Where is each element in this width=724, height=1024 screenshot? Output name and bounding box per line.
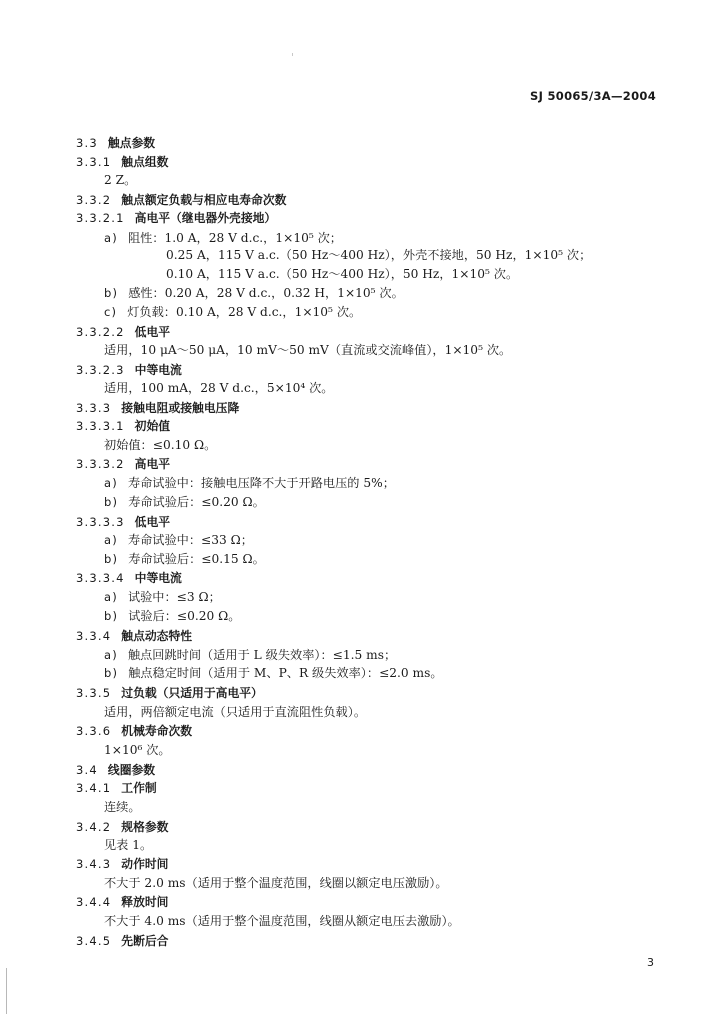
clause-text: 初始值：≤0.10 Ω。: [104, 438, 217, 452]
clause-text: 中等电流: [134, 571, 182, 585]
clause-number: a): [104, 231, 118, 245]
clause-text: 0.25 A，115 V a.c.（50 Hz～400 Hz），外壳不接地，50 Hz，1×10⁵ 次；: [166, 248, 592, 262]
clause-text: 连续。: [104, 800, 141, 814]
body-line: [104, 305, 361, 319]
clause-number: 3.3.3: [76, 401, 112, 415]
clause-text: 见表 1。: [104, 838, 153, 852]
clause-number: 3.4: [76, 763, 98, 777]
clause-number: 3.3.3.2: [76, 457, 125, 471]
section-heading: [76, 571, 182, 585]
clause-text: 适用，100 mA，28 V d.c.，5×10⁴ 次。: [104, 381, 334, 395]
clause-text: 先断后合: [121, 934, 169, 948]
clause-text: 初始值: [134, 419, 171, 433]
body-line: [104, 876, 448, 890]
clause-text: 线圈参数: [107, 763, 156, 777]
body-line: [104, 476, 395, 490]
clause-number: 3.4.4: [76, 895, 112, 909]
body-line: [104, 438, 216, 452]
section-heading: [76, 724, 192, 738]
clause-text: 阻性：1.0 A，28 V d.c.，1×10⁵ 次；: [127, 231, 342, 245]
clause-number: b): [104, 495, 119, 509]
clause-text: 1×10⁶ 次。: [104, 743, 171, 757]
clause-number: 3.3.2.3: [76, 363, 125, 377]
clause-text: 触点回跳时间（适用于 L 级失效率）：≤1.5 ms；: [127, 648, 397, 662]
clause-number: 3.4.1: [76, 781, 112, 795]
standard-code: SJ 50065/3A—2004: [530, 89, 656, 103]
clause-text: 过负载（只适用于高电平）: [121, 686, 263, 700]
clause-text: 适用，两倍额定电流（只适用于直流阻性负载）。: [104, 705, 367, 719]
body-line: [104, 914, 460, 928]
clause-text: 触点组数: [121, 155, 169, 169]
clause-text: 中等电流: [134, 363, 182, 377]
clause-text: 不大于 4.0 ms（适用于整个温度范围，线圈从额定电压去激励）。: [104, 914, 460, 928]
body-line: [104, 173, 136, 187]
body-line: [104, 666, 443, 680]
clause-number: 3.3.2.2: [76, 325, 125, 339]
clause-text: 规格参数: [121, 820, 169, 834]
clause-text: 触点额定负载与相应电寿命次数: [121, 193, 287, 207]
clause-text: 动作时间: [121, 857, 169, 871]
clause-number: 3.3.5: [76, 686, 112, 700]
section-heading: [76, 686, 263, 700]
section-heading: [76, 763, 155, 777]
section-heading: [76, 325, 170, 339]
clause-number: 3.3.2: [76, 193, 112, 207]
clause-number: 3.3.3.1: [76, 419, 125, 433]
clause-text: 感性：0.20 A，28 V d.c.，0.32 H，1×10⁵ 次。: [128, 286, 404, 300]
clause-text: 接触电阻或接触电压降: [121, 401, 240, 415]
clause-number: b): [104, 666, 119, 680]
clause-number: b): [104, 552, 119, 566]
clause-number: 3.3.4: [76, 629, 112, 643]
section-heading: [76, 419, 170, 433]
clause-text: 工作制: [121, 781, 157, 795]
clause-number: a): [104, 648, 118, 662]
body-line: [166, 248, 591, 262]
clause-number: 3.3.6: [76, 724, 112, 738]
clause-text: 寿命试验后：≤0.20 Ω。: [128, 495, 265, 509]
body-line: [166, 267, 518, 281]
clause-number: 3.3.2.1: [76, 211, 125, 225]
body-line: [104, 648, 396, 662]
clause-text: 释放时间: [121, 895, 169, 909]
scan-edge-mark: [6, 968, 7, 1014]
clause-text: 寿命试验中：接触电压降不大于开路电压的 5%；: [127, 476, 395, 490]
clause-text: 触点稳定时间（适用于 M、P、R 级失效率）：≤2.0 ms。: [128, 666, 443, 680]
clause-number: 3.3.1: [76, 155, 112, 169]
clause-text: 灯负载：0.10 A，28 V d.c.，1×10⁵ 次。: [127, 305, 362, 319]
section-heading: [76, 857, 168, 871]
body-line: [104, 743, 171, 757]
body-line: [104, 609, 240, 623]
clause-number: 3.4.5: [76, 934, 112, 948]
clause-text: 低电平: [134, 325, 171, 339]
clause-number: 3.3.3.4: [76, 571, 125, 585]
clause-text: 适用，10 μA～50 μA，10 mV～50 mV（直流或交流峰值），1×10⁵ 次。: [104, 343, 512, 357]
section-heading: [76, 363, 182, 377]
body-line: [104, 552, 265, 566]
clause-text: 触点动态特性: [121, 629, 193, 643]
clause-number: 3.4.2: [76, 820, 112, 834]
clause-number: b): [104, 609, 119, 623]
clause-number: c): [104, 305, 118, 319]
clause-number: a): [104, 590, 118, 604]
body-line: [104, 231, 342, 245]
page-number: 3: [647, 956, 654, 969]
section-heading: [76, 136, 155, 150]
clause-number: 3.3.3.3: [76, 515, 125, 529]
clause-text: 不大于 2.0 ms（适用于整个温度范围，线圈以额定电压激励）。: [104, 876, 448, 890]
clause-text: 机械寿命次数: [121, 724, 193, 738]
clause-text: 高电平（继电器外壳接地）: [134, 211, 277, 225]
body-line: [104, 838, 152, 852]
body-line: [104, 533, 253, 547]
clause-number: a): [104, 533, 118, 547]
section-heading: [76, 820, 168, 834]
body-line: [104, 705, 366, 719]
section-heading: [76, 401, 239, 415]
clause-text: 高电平: [134, 457, 171, 471]
clause-number: 3.4.3: [76, 857, 112, 871]
body-line: [104, 286, 404, 300]
section-heading: [76, 781, 157, 795]
section-heading: [76, 515, 170, 529]
clause-text: 寿命试验中：≤33 Ω；: [127, 533, 253, 547]
body-line: [104, 590, 221, 604]
body-line: [104, 800, 141, 814]
clause-text: 试验后：≤0.20 Ω。: [128, 609, 241, 623]
body-line: [104, 381, 333, 395]
section-heading: [76, 934, 168, 948]
section-heading: [76, 193, 286, 207]
section-heading: [76, 211, 276, 225]
body-line: [104, 495, 265, 509]
scan-artifact: [292, 53, 293, 56]
clause-text: 低电平: [134, 515, 171, 529]
body-line: [104, 343, 511, 357]
clause-text: 0.10 A，115 V a.c.（50 Hz～400 Hz），50 Hz，1×10⁵ 次。: [166, 267, 519, 281]
clause-number: b): [104, 286, 119, 300]
section-heading: [76, 895, 168, 909]
clause-text: 2 Z。: [104, 173, 137, 187]
clause-number: 3.3: [76, 136, 98, 150]
section-heading: [76, 457, 170, 471]
clause-text: 寿命试验后：≤0.15 Ω。: [128, 552, 265, 566]
section-heading: [76, 155, 168, 169]
clause-number: a): [104, 476, 118, 490]
section-heading: [76, 629, 192, 643]
clause-text: 触点参数: [107, 136, 156, 150]
clause-text: 试验中：≤3 Ω；: [127, 590, 221, 604]
